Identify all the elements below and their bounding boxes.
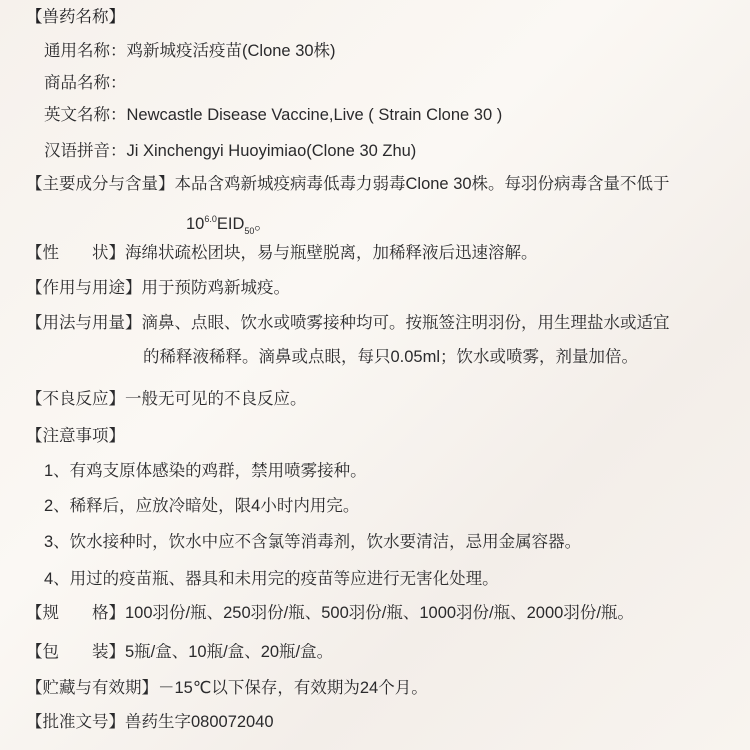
specification-row (26, 602, 634, 624)
generic-name-label: 通用名称： (44, 42, 127, 60)
titer-unit: EID (216, 215, 245, 233)
approval-label: 【批准文号】 (26, 713, 125, 731)
titer-end: 。 (254, 215, 271, 233)
dosage-line1: 滴鼻、点眼、饮水或喷雾接种均可。按瓶签注明羽份，用生理盐水或适宜 (141, 314, 670, 332)
specification-label: 【规 格】 (26, 604, 125, 622)
character-text: 海绵状疏松团块，易与瓶壁脱离，加稀释液后迅速溶解。 (125, 244, 538, 262)
section-title-vet-drug-name: 【兽药名称】 (26, 8, 125, 26)
precaution-item: 1、有鸡支原体感染的鸡群，禁用喷雾接种。 (44, 462, 367, 480)
english-name-label: 英文名称： (44, 106, 127, 124)
storage-text: －15℃以下保存，有效期为24个月。 (158, 679, 428, 697)
package-label: 【包 装】 (26, 643, 125, 661)
precaution-item: 3、饮水接种时，饮水中应不含氯等消毒剂，饮水要清洁，忌用金属容器。 (44, 533, 582, 551)
english-name-value: Newcastle Disease Vaccine,Live ( Strain Clone 30 ) (126, 106, 503, 124)
approval-text: 兽药生字080072040 (125, 713, 274, 731)
english-name-row (44, 104, 502, 126)
composition-row (26, 173, 670, 195)
titer-subscript: 50 (244, 226, 255, 236)
titer-exponent: 6.0 (204, 214, 217, 224)
package-row (26, 641, 333, 663)
dosage-label: 【用法与用量】 (26, 314, 142, 332)
storage-row (26, 677, 428, 699)
character-row (26, 242, 538, 264)
dosage-row (26, 312, 670, 334)
composition-text: 本品含鸡新城疫病毒低毒力弱毒Clone 30株。每羽份病毒含量不低于 (174, 175, 670, 193)
adverse-label: 【不良反应】 (26, 390, 125, 408)
package-text: 5瓶/盒、10瓶/盒、20瓶/盒。 (125, 643, 334, 661)
precaution-item: 4、用过的疫苗瓶、器具和未用完的疫苗等应进行无害化处理。 (44, 570, 499, 588)
pinyin-value: Ji Xinchengyi Huoyimiao(Clone 30 Zhu) (126, 142, 417, 160)
composition-titer (186, 208, 271, 242)
approval-row (26, 711, 274, 733)
trade-name-label: 商品名称： (44, 74, 127, 92)
indication-text: 用于预防鸡新城疫。 (141, 279, 290, 297)
precautions-label: 【注意事项】 (26, 427, 125, 445)
indication-row (26, 277, 290, 299)
composition-label: 【主要成分与含量】 (26, 175, 175, 193)
precaution-item: 2、稀释后，应放冷暗处，限4小时内用完。 (44, 497, 360, 515)
pinyin-label: 汉语拼音： (44, 142, 127, 160)
dosage-line2: 的稀释液稀释。滴鼻或点眼，每只0.05ml；饮水或喷雾，剂量加倍。 (143, 348, 639, 366)
indication-label: 【作用与用途】 (26, 279, 142, 297)
pinyin-row (44, 140, 416, 162)
character-label: 【性 状】 (26, 244, 125, 262)
titer-base: 10 (186, 215, 205, 233)
adverse-text: 一般无可见的不良反应。 (125, 390, 307, 408)
storage-label: 【贮藏与有效期】 (26, 679, 158, 697)
generic-name-row (44, 40, 336, 62)
generic-name-value: 鸡新城疫活疫苗(Clone 30株) (126, 42, 336, 60)
adverse-row (26, 388, 307, 410)
specification-text: 100羽份/瓶、250羽份/瓶、500羽份/瓶、1000羽份/瓶、2000羽份/瓶。 (125, 604, 634, 622)
trade-name-row (44, 72, 127, 94)
